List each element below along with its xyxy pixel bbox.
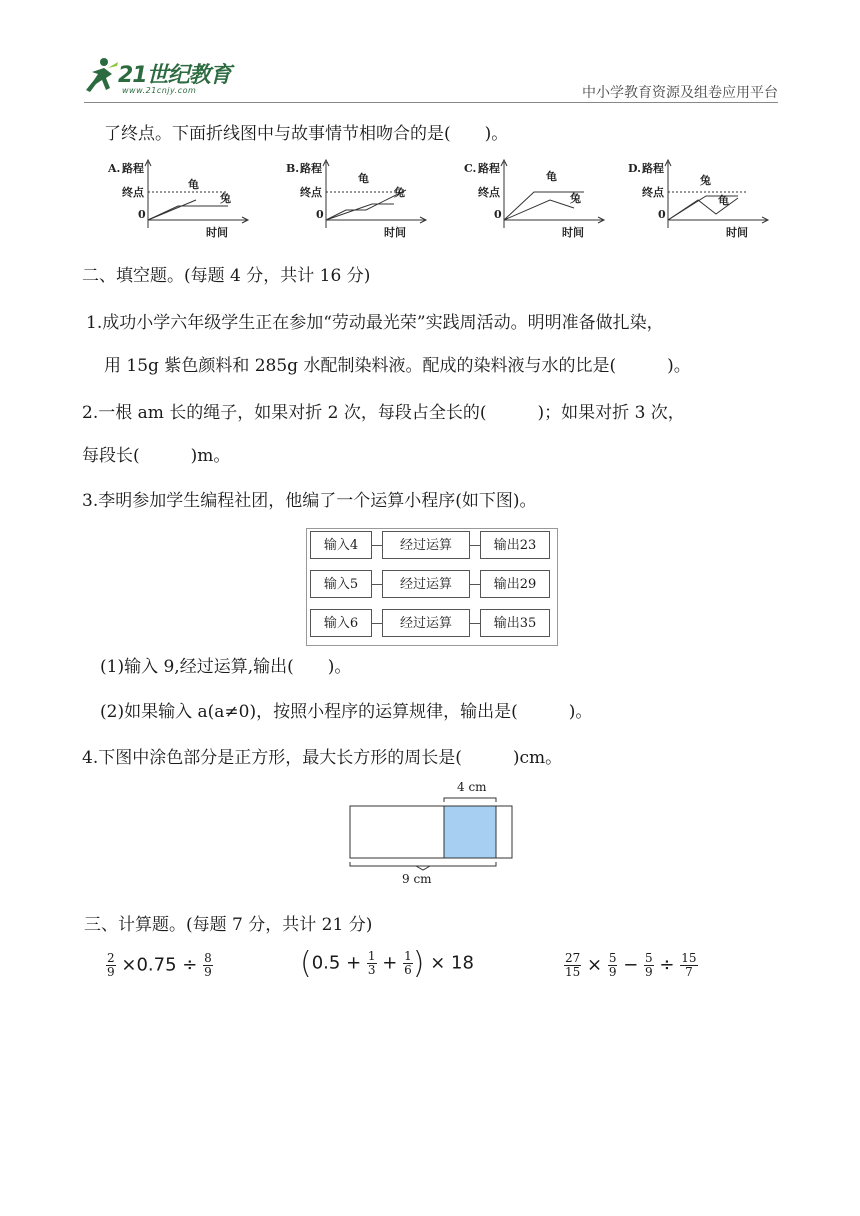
runner-logo-icon bbox=[84, 56, 120, 96]
origin-label: 0 bbox=[658, 208, 666, 221]
operand: 0.5 + bbox=[311, 952, 362, 974]
x-axis-label: 时间 bbox=[206, 226, 228, 238]
option-label: A. bbox=[108, 162, 121, 175]
option-label: C. bbox=[464, 162, 477, 175]
fraction-numerator: 27 bbox=[565, 951, 581, 965]
fraction-numerator: 1 bbox=[404, 949, 412, 963]
option-graph-c bbox=[464, 158, 614, 238]
calc-expression-2 bbox=[300, 946, 474, 981]
q3-line: 3.李明参加学生编程社团，他编了一个运算小程序(如下图)。 bbox=[82, 491, 537, 511]
prev-question-tail: 了终点。下面折线图中与故事情节相吻合的是( )。 bbox=[104, 124, 509, 144]
program-output-box: 输出35 bbox=[480, 609, 550, 637]
rabbit-label: 兔 bbox=[570, 192, 581, 205]
program-connector bbox=[372, 545, 382, 546]
q4-top-label: 4 cm bbox=[457, 780, 487, 794]
q3-sub1: (1)输入 9,经过运算,输出( )。 bbox=[100, 657, 352, 677]
option-graph-a bbox=[108, 158, 258, 238]
fraction-numerator: 5 bbox=[608, 951, 617, 965]
fraction-denominator: 9 bbox=[608, 965, 617, 979]
rabbit-line bbox=[148, 206, 228, 220]
rabbit-label: 兔 bbox=[700, 174, 711, 187]
rabbit-label: 兔 bbox=[394, 186, 405, 199]
rabbit-label: 兔 bbox=[220, 192, 231, 205]
fraction-denominator: 9 bbox=[645, 965, 653, 979]
operator: ×0.75 ÷ bbox=[121, 954, 198, 976]
fraction-numerator: 5 bbox=[645, 951, 653, 965]
program-connector bbox=[470, 623, 480, 624]
section2-title: 二、填空题。(每题 4 分，共计 16 分) bbox=[82, 266, 371, 286]
fraction-denominator: 3 bbox=[367, 963, 376, 977]
finish-label: 终点 bbox=[478, 186, 500, 199]
left-paren: ( bbox=[300, 946, 312, 981]
option-graph-b bbox=[286, 158, 436, 238]
q1-line2: 用 15g 紫色颜料和 285g 水配制染料液。配成的染料液与水的比是( )。 bbox=[104, 356, 691, 376]
q2-line1: 2.一根 am 长的绳子，如果对折 2 次，每段占全长的( )；如果对折 3 次， bbox=[82, 403, 685, 423]
fraction-numerator: 1 bbox=[367, 949, 376, 963]
turtle-label: 龟 bbox=[718, 194, 729, 207]
right-paren: ) bbox=[412, 946, 425, 981]
origin-label: 0 bbox=[494, 208, 502, 221]
fraction-denominator: 9 bbox=[204, 965, 212, 979]
origin-label: 0 bbox=[316, 208, 324, 221]
finish-label: 终点 bbox=[642, 186, 664, 199]
turtle-label: 龟 bbox=[546, 170, 557, 183]
operator: − bbox=[623, 954, 639, 976]
finish-label: 终点 bbox=[300, 186, 322, 199]
program-connector bbox=[470, 545, 480, 546]
q1-line1: 1.成功小学六年级学生正在参加“劳动最光荣”实践周活动。明明准备做扎染， bbox=[86, 313, 664, 333]
fraction-numerator: 8 bbox=[204, 951, 212, 965]
fraction-denominator: 9 bbox=[107, 965, 115, 979]
program-input-box: 输入6 bbox=[310, 609, 372, 637]
operator: × bbox=[587, 954, 603, 976]
logo-url: www.21cnjy.com bbox=[122, 86, 197, 95]
turtle-label: 龟 bbox=[188, 178, 199, 191]
program-process-box: 经过运算 bbox=[382, 609, 470, 637]
q3-sub2: (2)如果输入 a(a≠0)，按照小程序的运算规律，输出是( )。 bbox=[100, 702, 593, 722]
x-axis-label: 时间 bbox=[562, 226, 584, 238]
operator: ÷ bbox=[659, 954, 675, 976]
fraction-numerator: 2 bbox=[107, 951, 115, 965]
option-label: D. bbox=[628, 162, 641, 175]
y-axis-label: 路程 bbox=[478, 162, 500, 175]
y-axis-label: 路程 bbox=[642, 162, 664, 175]
program-connector bbox=[470, 584, 480, 585]
y-axis-label: 路程 bbox=[300, 162, 322, 175]
y-axis-label: 路程 bbox=[122, 162, 144, 175]
header-divider bbox=[84, 102, 778, 103]
fraction-numerator: 15 bbox=[681, 951, 697, 965]
fraction-denominator: 6 bbox=[404, 963, 412, 977]
fraction-denominator: 15 bbox=[565, 965, 581, 979]
option-label: B. bbox=[286, 162, 300, 175]
finish-label: 终点 bbox=[122, 186, 144, 199]
operator: × 18 bbox=[430, 952, 474, 974]
turtle-label: 龟 bbox=[358, 172, 369, 185]
q2-line2: 每段长( )m。 bbox=[82, 446, 231, 466]
program-process-box: 经过运算 bbox=[382, 570, 470, 598]
x-axis-label: 时间 bbox=[726, 226, 748, 238]
logo-text: 21世纪教育 bbox=[118, 63, 231, 88]
program-connector bbox=[372, 623, 382, 624]
calc-expression-1 bbox=[106, 952, 213, 979]
option-graph-d bbox=[628, 158, 778, 238]
program-connector bbox=[372, 584, 382, 585]
header-platform-text: 中小学教育资源及组卷应用平台 bbox=[582, 85, 778, 101]
q4-bottom-label: 9 cm bbox=[402, 872, 432, 886]
q4-line: 4.下图中涂色部分是正方形，最大长方形的周长是( )cm。 bbox=[82, 748, 563, 768]
program-input-box: 输入5 bbox=[310, 570, 372, 598]
program-input-box: 输入4 bbox=[310, 531, 372, 559]
program-output-box: 输出29 bbox=[480, 570, 550, 598]
rabbit-line bbox=[326, 204, 394, 220]
x-axis-label: 时间 bbox=[384, 226, 406, 238]
operator: + bbox=[382, 952, 398, 974]
section3-title: 三、计算题。(每题 7 分，共计 21 分) bbox=[84, 915, 373, 935]
program-process-box: 经过运算 bbox=[382, 531, 470, 559]
origin-label: 0 bbox=[138, 208, 146, 221]
fraction-denominator: 7 bbox=[685, 965, 693, 979]
program-output-box: 输出23 bbox=[480, 531, 550, 559]
calc-expression-3 bbox=[564, 952, 698, 979]
